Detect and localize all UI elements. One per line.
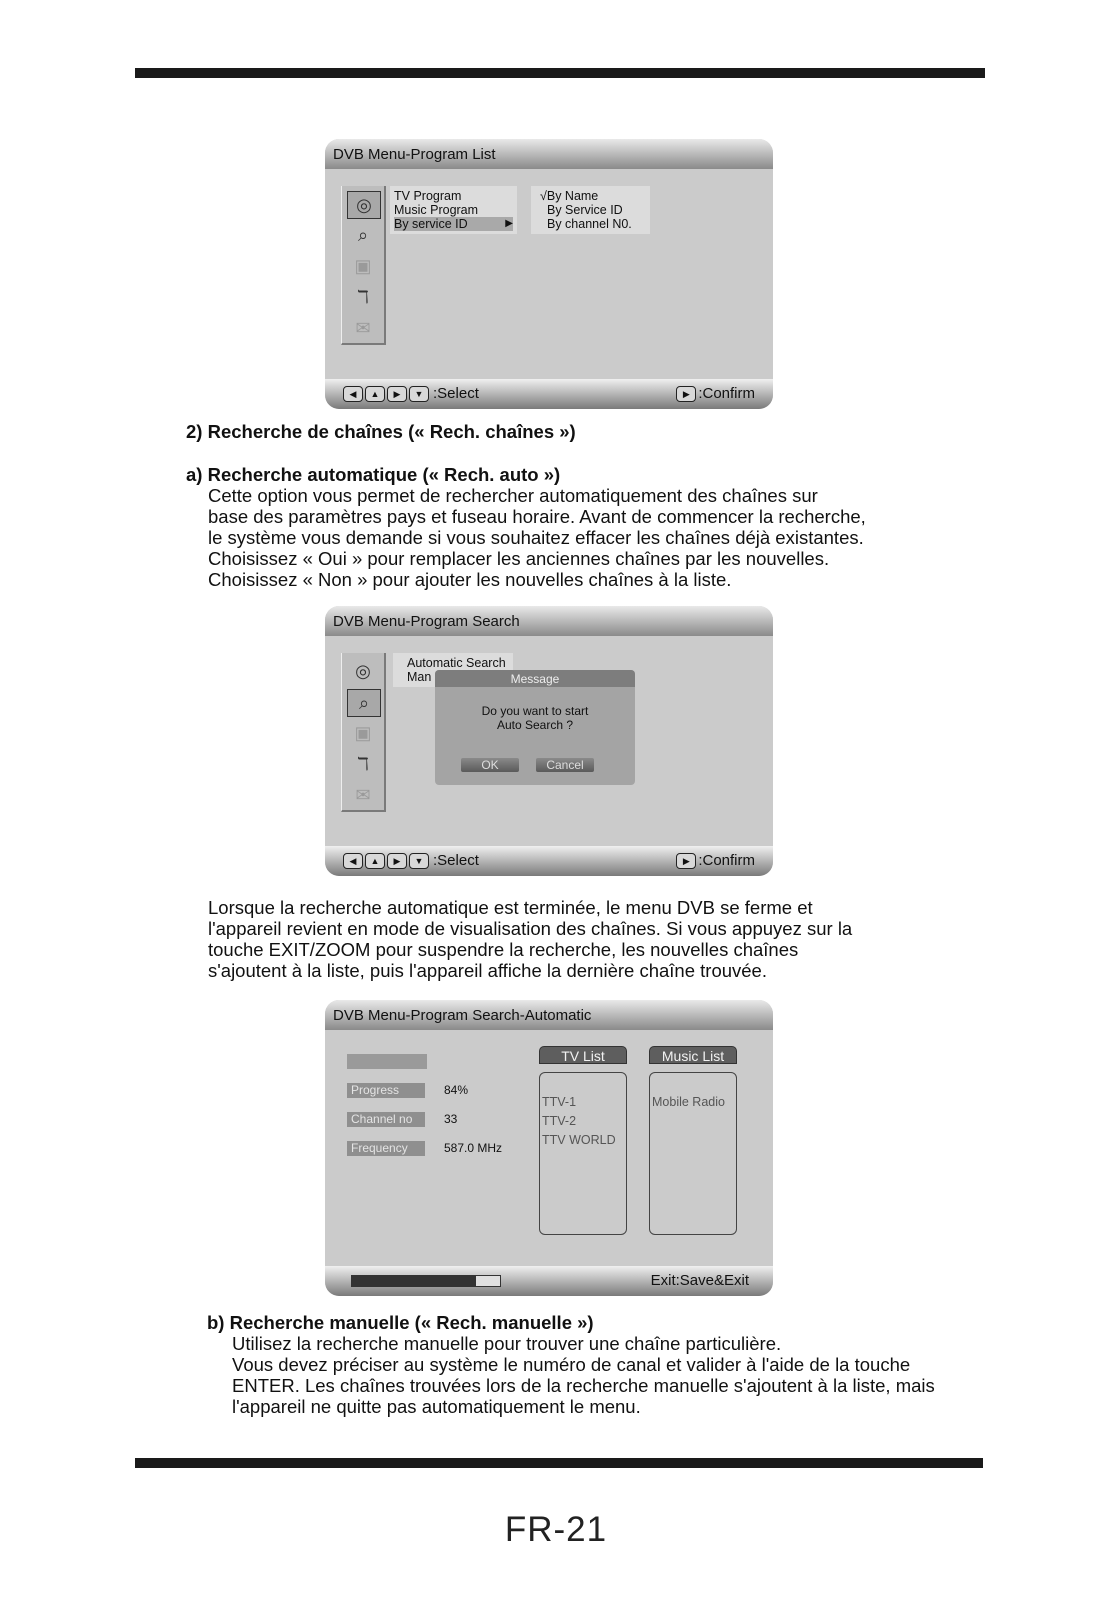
message-dialog [435, 670, 635, 785]
text-line: base des paramètres pays et fuseau horaire. Avant de commencer la recherche, [208, 506, 866, 527]
screen-title: DVB Menu-Program Search [325, 606, 773, 636]
sort-options-menu [531, 186, 650, 234]
section-2b-text [232, 1333, 935, 1417]
channel-no-value: 33 [444, 1112, 458, 1126]
down-arrow-key-icon: ▼ [409, 386, 429, 402]
menu-item-by-service-id[interactable] [394, 217, 513, 231]
music-list [649, 1072, 737, 1235]
screen-footer [325, 1266, 773, 1296]
exit-hint: Exit:Save&Exit [650, 1272, 749, 1289]
menu-item-music-program[interactable]: Music Program [394, 203, 479, 217]
arrow-right-icon: ▶ [505, 218, 513, 229]
text-line: l'appareil ne quitte pas automatiquement le menu. [232, 1396, 641, 1417]
down-arrow-key-icon: ▼ [409, 853, 429, 869]
text-line: Vous devez préciser au système le numéro de canal et valider à l'aide de la touche [232, 1354, 911, 1375]
bottom-rule [135, 1458, 983, 1468]
music-list-title[interactable]: Music List [649, 1046, 737, 1064]
left-arrow-key-icon: ◀ [343, 853, 363, 869]
mail-icon[interactable]: ✉ [355, 317, 371, 338]
picture-icon[interactable]: ▣ [354, 255, 372, 276]
list-item[interactable]: Mobile Radio [652, 1095, 725, 1109]
search-icon[interactable]: ⌕ [357, 224, 369, 245]
menu-item-label: By service ID [394, 217, 468, 231]
text-line: Choisissez « Non » pour ajouter les nouvelles chaînes à la liste. [208, 569, 732, 590]
menu-item-manual-search[interactable]: Man [407, 670, 432, 684]
program-list-screen [325, 139, 773, 409]
picture-icon[interactable]: ▣ [354, 722, 372, 743]
screen-footer [325, 846, 773, 876]
section-2-heading: 2) Recherche de chaînes (« Rech. chaînes ») [186, 421, 576, 442]
tools-icon[interactable]: ℸ [357, 753, 369, 774]
confirm-hint: :Confirm [698, 385, 755, 402]
sort-by-service-id[interactable]: By Service ID [547, 203, 623, 217]
text-line: s'ajoutent à la liste, puis l'appareil affiche la dernière chaîne trouvée. [208, 960, 767, 981]
text-line: touche EXIT/ZOOM pour suspendre la recherche, les nouvelles chaînes [208, 939, 799, 960]
right-arrow-key-icon: ▶ [387, 386, 407, 402]
progress-bar-fill [352, 1276, 476, 1286]
list-item[interactable]: TTV WORLD [542, 1133, 616, 1147]
progress-bar [351, 1275, 501, 1287]
text-line: l'appareil revient en mode de visualisation des chaînes. Si vous appuyez sur la [208, 918, 853, 939]
select-hint: :Select [433, 385, 479, 402]
cancel-button[interactable]: Cancel [536, 758, 594, 772]
program-list-icon[interactable]: ◎ [355, 660, 371, 681]
search-icon[interactable]: ⌕ [347, 689, 381, 717]
text-line: Cette option vous permet de rechercher automatiquement des chaînes sur [208, 485, 818, 506]
program-menu [390, 186, 517, 234]
search-automatic-screen [325, 1000, 773, 1296]
list-item[interactable]: TTV-2 [542, 1114, 577, 1128]
sort-by-name[interactable]: √By Name [540, 189, 599, 203]
play-key-icon: ▶ [676, 386, 696, 402]
mail-icon[interactable]: ✉ [355, 784, 371, 805]
select-hint: :Select [433, 852, 479, 869]
tv-list [539, 1072, 627, 1235]
screen-title: DVB Menu-Program List [325, 139, 773, 169]
up-arrow-key-icon: ▲ [365, 853, 385, 869]
dialog-line: Do you want to start [481, 704, 589, 718]
progress-value: 84% [444, 1083, 469, 1097]
frequency-label: Frequency [347, 1141, 425, 1156]
text-line: le système vous demande si vous souhaitez effacer les chaînes déjà existantes. [208, 527, 864, 548]
tv-list-title[interactable]: TV List [539, 1046, 627, 1064]
section-2b-heading: b) Recherche manuelle (« Rech. manuelle ») [207, 1312, 594, 1333]
left-arrow-key-icon: ◀ [343, 386, 363, 402]
auto-search-done-text [208, 897, 852, 981]
text-line: Lorsque la recherche automatique est terminée, le menu DVB se ferme et [208, 897, 813, 918]
menu-icon-bar [341, 186, 386, 345]
section-2a-text [208, 485, 866, 590]
list-item[interactable]: TTV-1 [542, 1095, 577, 1109]
dialog-title: Message [435, 670, 635, 687]
right-arrow-key-icon: ▶ [387, 853, 407, 869]
confirm-hint: :Confirm [698, 852, 755, 869]
sort-by-channel-no[interactable]: By channel N0. [547, 217, 632, 231]
dialog-line: Auto Search ? [496, 718, 574, 732]
status-bar-blank [347, 1054, 427, 1069]
top-rule [135, 68, 985, 78]
up-arrow-key-icon: ▲ [365, 386, 385, 402]
section-2a-heading: a) Recherche automatique (« Rech. auto ») [186, 464, 561, 485]
menu-item-automatic-search[interactable]: Automatic Search [407, 656, 506, 670]
text-line: ENTER. Les chaînes trouvées lors de la recherche manuelle s'ajoutent à la liste, mais [232, 1375, 935, 1396]
page-number: FR-21 [504, 1510, 608, 1549]
ok-button[interactable]: OK [461, 758, 519, 772]
play-key-icon: ▶ [676, 853, 696, 869]
screen-title: DVB Menu-Program Search-Automatic [325, 1000, 773, 1030]
channel-no-label: Channel no [347, 1112, 425, 1127]
progress-label: Progress [347, 1083, 425, 1098]
menu-icon-bar [341, 653, 386, 812]
dialog-message [435, 704, 635, 732]
text-line: Utilisez la recherche manuelle pour trouver une chaîne particulière. [232, 1333, 782, 1354]
menu-item-tv-program[interactable]: TV Program [394, 189, 462, 203]
frequency-value: 587.0 MHz [444, 1141, 503, 1155]
text-line: Choisissez « Oui » pour remplacer les anciennes chaînes par les nouvelles. [208, 548, 830, 569]
program-search-screen [325, 606, 773, 876]
program-list-icon[interactable]: ◎ [347, 191, 381, 219]
tools-icon[interactable]: ℸ [357, 286, 369, 307]
screen-footer [325, 379, 773, 409]
